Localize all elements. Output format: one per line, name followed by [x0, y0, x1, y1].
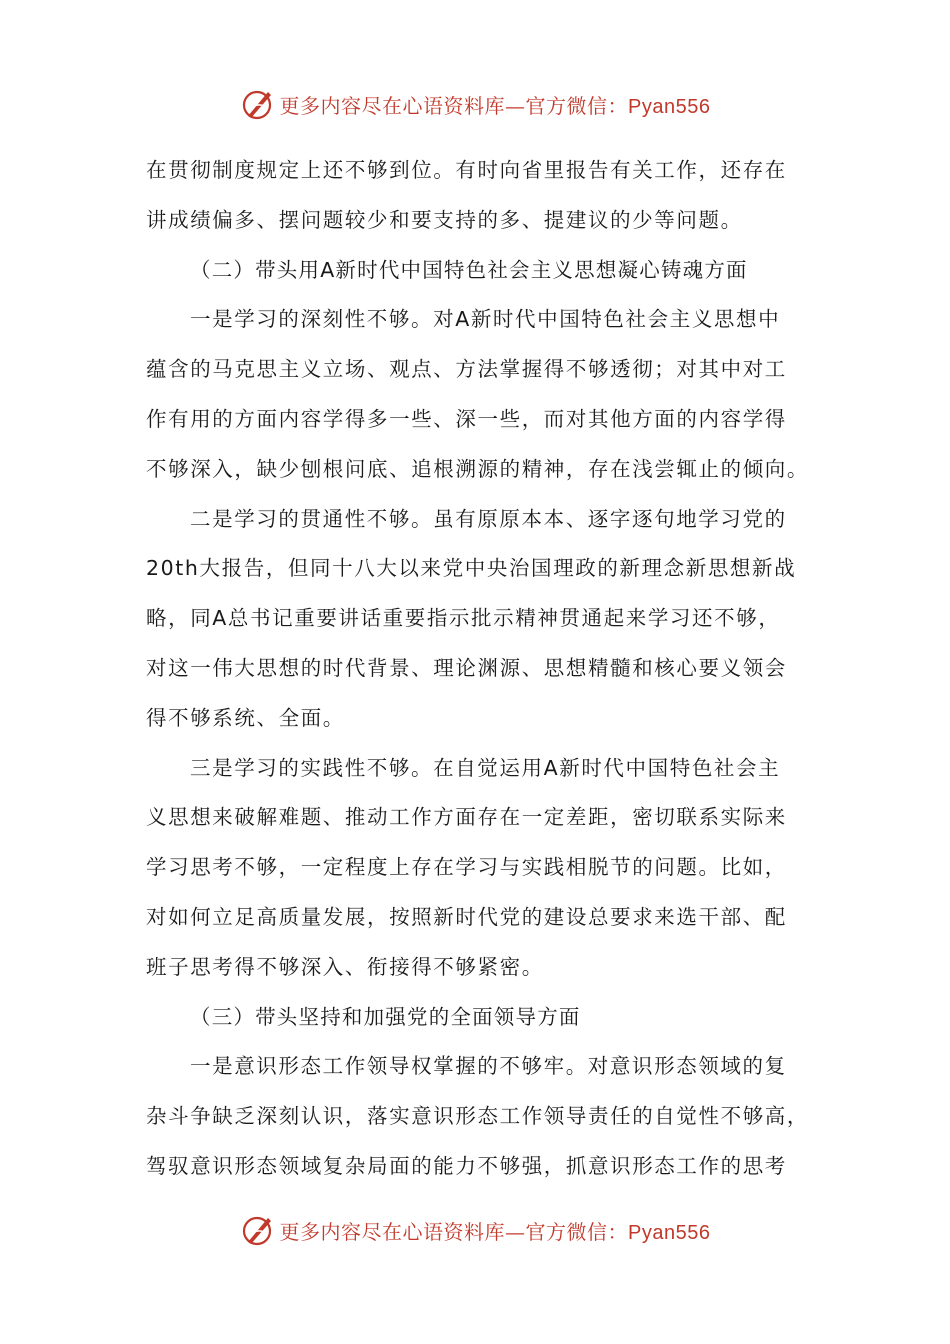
- watermark-label: 官方微信：: [525, 1219, 629, 1244]
- paragraph-line: 一是意识形态工作领导权掌握的不够牢。对意识形态领域的复: [190, 1054, 787, 1079]
- paragraph-line: 略，同A总书记重要讲话重要指示批示精神贯通起来学习还不够，: [146, 606, 781, 631]
- paragraph-line: 作有用的方面内容学得多一些、深一些，而对其他方面的内容学得: [146, 406, 787, 431]
- section-heading: （三）带头坚持和加强党的全面领导方面: [190, 1004, 581, 1029]
- document-body: [146, 146, 816, 1192]
- header-watermark: [0, 84, 950, 124]
- paragraph-line: 杂斗争缺乏深刻认识，落实意识形态工作领导责任的自觉性不够高，: [146, 1104, 809, 1129]
- paragraph-line: 一是学习的深刻性不够。对A新时代中国特色社会主义思想中: [190, 307, 781, 332]
- paragraph-line: 得不够系统、全面。: [146, 705, 345, 730]
- pen-logo-icon: [240, 86, 276, 122]
- paragraph-line: 班子思考得不够深入、衔接得不够紧密。: [146, 954, 544, 979]
- pen-logo-icon: [240, 1212, 276, 1248]
- paragraph-line: 不够深入，缺少刨根问底、追根溯源的精神，存在浅尝辄止的倾向。: [146, 456, 809, 481]
- watermark-slogan: 更多内容尽在心语资料库: [279, 93, 506, 118]
- footer-watermark: [0, 1210, 950, 1250]
- watermark-label: 官方微信：: [525, 93, 629, 118]
- paragraph-line: 讲成绩偏多、摆问题较少和要支持的多、提建议的少等问题。: [146, 207, 743, 232]
- paragraph-line: 20th大报告，但同十八大以来党中央治国理政的新理念新思想新战: [146, 556, 797, 581]
- paragraph-line: 对如何立足高质量发展，按照新时代党的建设总要求来选干部、配: [146, 904, 787, 929]
- paragraph-line: 在贯彻制度规定上还不够到位。有时向省里报告有关工作，还存在: [146, 158, 787, 182]
- watermark-account: Pyan556: [628, 95, 711, 118]
- watermark-text: [280, 90, 711, 119]
- watermark-account: Pyan556: [628, 1221, 711, 1244]
- watermark-slogan: 更多内容尽在心语资料库: [279, 1219, 506, 1244]
- paragraph-line: 三是学习的实践性不够。在自觉运用A新时代中国特色社会主: [190, 755, 781, 780]
- paragraph-line: 对这一伟大思想的时代背景、理论渊源、思想精髓和核心要义领会: [146, 655, 787, 680]
- section-heading: （二）带头用A新时代中国特色社会主义思想凝心铸魂方面: [190, 257, 748, 282]
- watermark-dash: —: [505, 93, 526, 118]
- paragraph-line: 学习思考不够，一定程度上存在学习与实践相脱节的问题。比如，: [146, 855, 787, 880]
- watermark-text: [280, 1216, 711, 1245]
- paragraph-line: 二是学习的贯通性不够。虽有原原本本、逐字逐句地学习党的: [190, 506, 787, 531]
- paragraph-line: 义思想来破解难题、推动工作方面存在一定差距，密切联系实际来: [146, 805, 787, 830]
- paragraph-line: 驾驭意识形态领域复杂局面的能力不够强，抓意识形态工作的思考: [146, 1153, 787, 1178]
- paragraph-line: 蕴含的马克思主义立场、观点、方法掌握得不够透彻；对其中对工: [146, 357, 787, 382]
- watermark-dash: —: [505, 1219, 526, 1244]
